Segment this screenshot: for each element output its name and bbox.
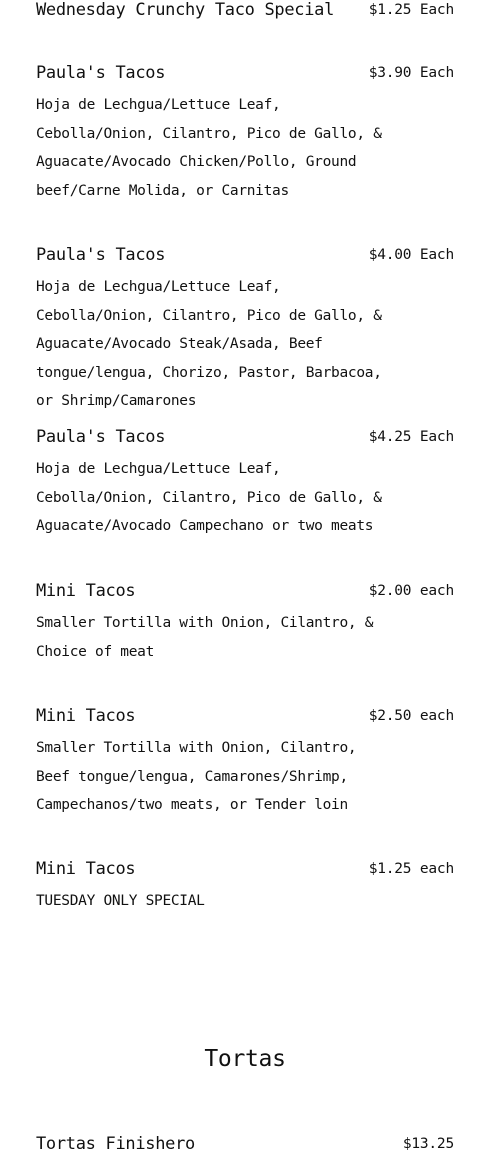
menu-item-name: Tortas Finishero <box>36 1134 195 1154</box>
menu-item <box>36 706 454 820</box>
menu-item-price: $4.00 Each <box>368 247 454 263</box>
menu-item-name: Mini Tacos <box>36 706 136 726</box>
menu-item-name: Paula's Tacos <box>36 245 166 265</box>
menu-item-description: Smaller Tortilla with Onion, Cilantro, Beef tongue/lengua, Camarones/Shrimp, Campechanos/two meats, or Tender loin <box>36 740 357 813</box>
menu-item <box>36 63 454 205</box>
menu-item <box>36 1134 454 1156</box>
menu-item-price: $3.90 Each <box>368 65 454 81</box>
menu-item-name: Paula's Tacos <box>36 63 166 83</box>
menu-item-description: Hoja de Lechgua/Lettuce Leaf, Cebolla/Onion, Cilantro, Pico de Gallo, & Aguacate/Avocado Chicken/Pollo, Ground beef/Carne Molida, or Carnitas <box>36 97 382 199</box>
menu-item-description: Smaller Tortilla with Onion, Cilantro, & Choice of meat <box>36 615 374 660</box>
menu-item-price: $2.00 each <box>368 583 454 599</box>
menu-item-price: $13.25 <box>402 1136 454 1152</box>
menu-item-name: Mini Tacos <box>36 581 136 601</box>
menu-item-description: TUESDAY ONLY SPECIAL <box>36 893 205 909</box>
menu-page <box>36 0 454 1154</box>
menu-item-price: $4.25 Each <box>368 429 454 445</box>
menu-item <box>36 427 454 541</box>
menu-item <box>36 581 454 666</box>
menu-item <box>36 245 454 416</box>
menu-item-price: $1.25 each <box>368 861 454 877</box>
menu-item-name: Paula's Tacos <box>36 427 166 447</box>
menu-item <box>36 0 454 22</box>
menu-item-price: $1.25 Each <box>368 2 454 18</box>
menu-item-name: Wednesday Crunchy Taco Special <box>36 0 335 20</box>
menu-item <box>36 859 454 916</box>
menu-item-name: Mini Tacos <box>36 859 136 879</box>
menu-item-price: $2.50 each <box>368 708 454 724</box>
section-title: Tortas <box>204 1046 286 1072</box>
menu-item-description: Hoja de Lechgua/Lettuce Leaf, Cebolla/Onion, Cilantro, Pico de Gallo, & Aguacate/Avocado Steak/Asada, Beef tongue/lengua, Chorizo, Pastor, Barbacoa, or Shrimp/Camarones <box>36 279 382 409</box>
menu-item-description: Hoja de Lechgua/Lettuce Leaf, Cebolla/Onion, Cilantro, Pico de Gallo, & Aguacate/Avocado Campechano or two meats <box>36 461 382 534</box>
